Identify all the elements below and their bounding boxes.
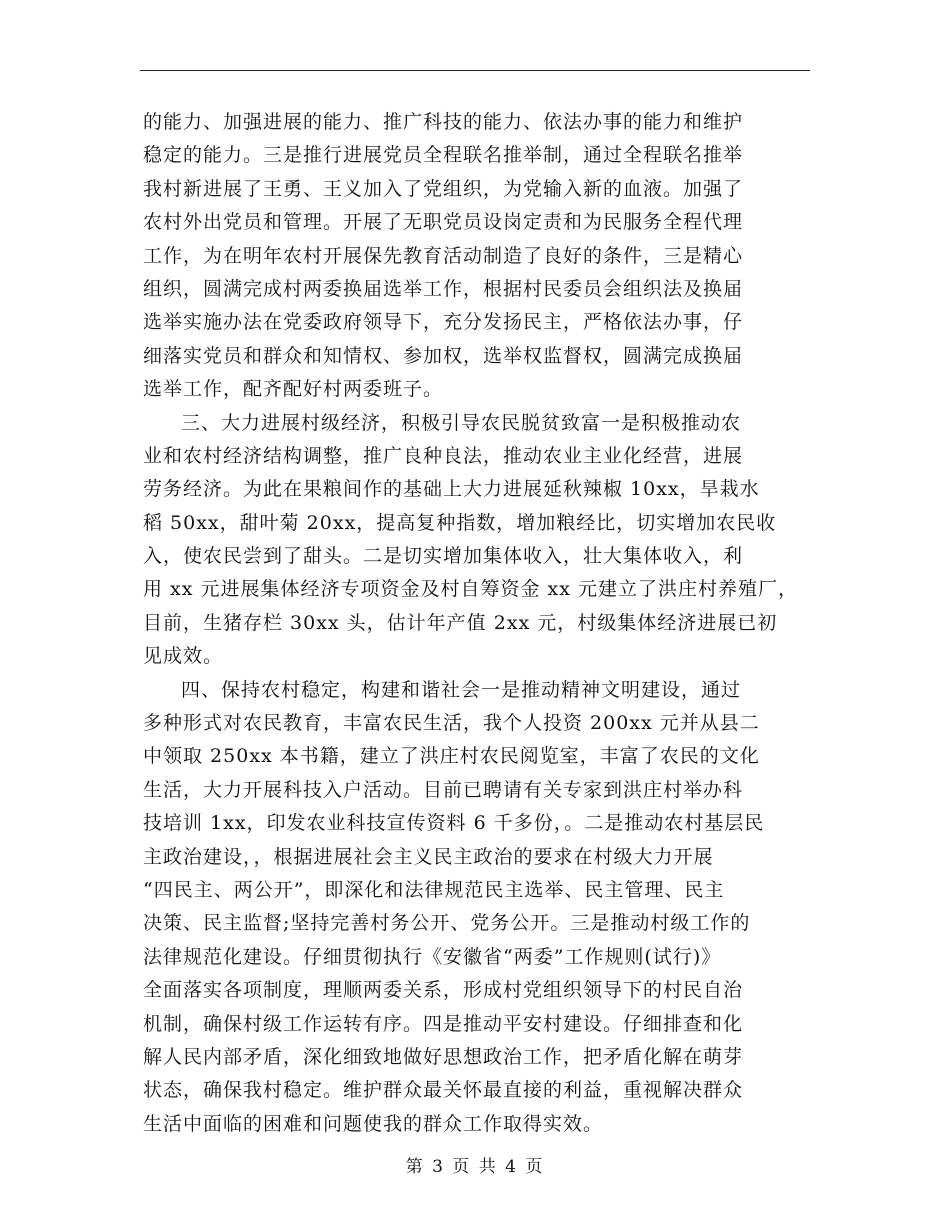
text-line: 目前，生猪存栏 30xx 头，估计年产值 2xx 元，村级集体经济进展已初 [143,611,778,634]
text-line: 解人民内部矛盾，深化细致地做好思想政治工作，把矛盾化解在萌芽 [143,1045,744,1068]
paragraph-start-line: 四、保持农村稳定，构建和谐社会一是推动精神文明建设，通过 [181,678,742,701]
text-line: 我村新进展了王勇、王义加入了党组织，为党输入新的血液。加强了 [143,177,744,200]
text-line: “四民主、两公开”，即深化和法律规范民主选举、民主管理、民主 [143,878,725,901]
page-number-footer: 第 3 页 共 4 页 [405,1157,545,1177]
text-line: 技培训 1xx，印发农业科技宣传资料 6 千多份，。二是推动农村基层民 [143,812,765,835]
text-line: 业和农村经济结构调整，推广良种良法，推动农业主业化经营，进展 [143,444,744,467]
text-line: 全面落实各项制度，理顺两委关系，形成村党组织领导下的村民自治 [143,979,744,1002]
body-text [143,106,823,1141]
text-line: 生活，大力开展科技入户活动。目前已聘请有关专家到洪庄村举办科 [143,778,744,801]
paragraph-start-line: 三、大力进展村级经济，积极引导农民脱贫致富一是积极推动农 [181,411,742,434]
text-line: 稳定的能力。三是推行进展党员全程联名推举制，通过全程联名推举 [143,144,744,167]
text-line: 组织，圆满完成村两委换届选举工作，根据村民委员会组织法及换届 [143,277,744,300]
text-line: 法律规范化建设。仔细贯彻执行《安徽省“两委”工作规则(试行)》 [143,945,722,968]
text-line: 决策、民主监督;坚持完善村务公开、党务公开。三是推动村级工作的 [143,912,751,935]
text-line: 选举工作，配齐配好村两委班子。 [143,378,444,401]
text-line: 主政治建设，，根据进展社会主义民主政治的要求在村级大力开展 [143,845,714,868]
text-line: 稻 50xx，甜叶菊 20xx，提高复种指数，增加粮经比，切实增加农民收 [143,511,777,534]
text-line: 见成效。 [143,645,224,668]
text-line: 机制，确保村级工作运转有序。四是推动平安村建设。仔细排查和化 [143,1012,744,1035]
text-line: 工作，为在明年农村开展保先教育活动制造了良好的条件，三是精心 [143,244,744,267]
text-line: 选举实施办法在党委政府领导下，充分发扬民主，严格依法办事，仔 [143,311,744,334]
text-line: 农村外出党员和管理。开展了无职党员设岗定责和为民服务全程代理 [143,211,744,234]
text-line: 劳务经济。为此在果粮间作的基础上大力进展延秋辣椒 10xx，旱栽水 [143,478,760,501]
text-line: 状态，确保我村稳定。维护群众最关怀最直接的利益，重视解决群众 [143,1079,744,1102]
text-line: 用 xx 元进展集体经济专项资金及村自筹资金 xx 元建立了洪庄村养殖厂， [143,578,799,601]
text-line: 入，使农民尝到了甜头。二是切实增加集体收入，壮大集体收入，利 [143,545,744,568]
text-line: 的能力、加强进展的能力、推广科技的能力、依法办事的能力和维护 [143,111,744,133]
text-line: 多种形式对农民教育，丰富农民生活，我个人投资 200xx 元并从县二 [143,712,760,735]
text-line: 生活中面临的困难和问题使我的群众工作取得实效。 [143,1112,604,1135]
text-line: 中领取 250xx 本书籍，建立了洪庄村农民阅览室，丰富了农民的文化 [143,745,760,768]
header-rule [140,70,810,71]
text-line: 细落实党员和群众和知情权、参加权，选举权监督权，圆满完成换届 [143,344,744,367]
